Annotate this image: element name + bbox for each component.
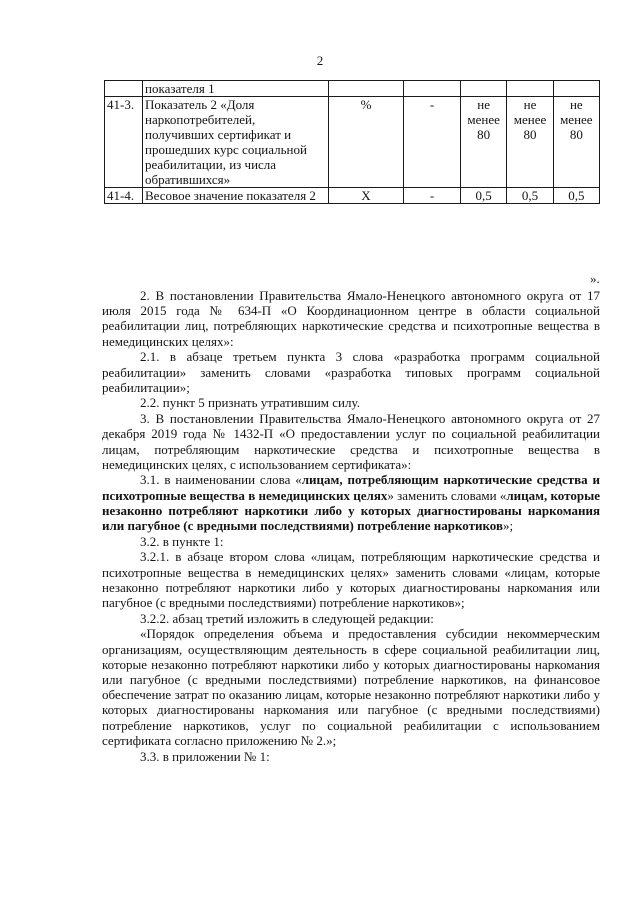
table-row (105, 97, 600, 188)
cell-value-3: не менее 80 (553, 97, 599, 188)
cell-value-2 (507, 81, 553, 97)
cell-name: Весовое значение показателя 2 (143, 188, 329, 204)
cell-base: - (404, 188, 461, 204)
paragraph-3-1 (102, 472, 600, 533)
cell-value-2: не менее 80 (507, 97, 553, 188)
cell-name: Показатель 2 «Доля наркопотребителей, получивших сертификат и прошедших курс социальной реабилитации, из числа обратившихся» (143, 97, 329, 188)
table-row (105, 81, 600, 97)
bold-old-wording: лицам, потребляющим наркотические средства и психотропные вещества в немедицинских целях (102, 472, 600, 503)
cell-num (105, 81, 143, 97)
cell-base: - (404, 97, 461, 188)
cell-value-2: 0,5 (507, 188, 553, 204)
indicator-table (104, 80, 600, 204)
paragraph-3-3: 3.3. в приложении № 1: (140, 748, 270, 764)
paragraph-3: 3. В постановлении Правительства Ямало-Ненецкого автономного округа от 27 декабря 2019 года № 1432-П «О предоставлении услуг по социальной реабилитации лицам, потребляющим наркотические средства и психотропные вещества в немедицинских целях, с использованием сертификата»: (102, 411, 600, 472)
cell-unit: X (329, 188, 404, 204)
table-row (105, 188, 600, 204)
text-run: » заменить словами « (387, 487, 507, 503)
paragraph-3-2: 3.2. в пункте 1: (140, 533, 224, 549)
cell-unit (329, 81, 404, 97)
paragraph-2-2: 2.2. пункт 5 признать утратившим силу. (140, 395, 360, 411)
paragraph-3-2-1: 3.2.1. в абзаце втором слова «лицам, потребляющим наркотические средства и психотропные вещества в немедицинских целях» заменить словами «лицам, которые незаконно потребляют наркотики либо у которых диагностированы наркомания или пагубное (с вредными последствиями) потребление наркотиков»; (102, 549, 600, 611)
cell-base (404, 81, 461, 97)
cell-value-3 (553, 81, 599, 97)
text-run: »; (502, 518, 514, 534)
paragraph-3-2-2: 3.2.2. абзац третий изложить в следующей редакции: (140, 610, 434, 626)
table-closing-quote: ». (590, 271, 600, 286)
cell-unit: % (329, 97, 404, 188)
cell-value-1 (461, 81, 507, 97)
cell-num: 41-4. (105, 188, 143, 204)
bold-new-wording: лицам, которые незаконно потребляют наркотики либо у которых диагностированы наркомания или пагубное (с вредными последствиями) потребление наркотиков (102, 487, 600, 534)
cell-num: 41-3. (105, 97, 143, 188)
cell-value-1: 0,5 (461, 188, 507, 204)
cell-value-1: не менее 80 (461, 97, 507, 188)
cell-name: показателя 1 (143, 81, 329, 97)
cell-value-3: 0,5 (553, 188, 599, 204)
paragraph-2: 2. В постановлении Правительства Ямало-Ненецкого автономного округа от 17 июля 2015 года № 634-П «О Координационном центре в области социальной реабилитации лиц, потребляющих наркотические средства и психотропные вещества в немедицинских целях»: (102, 288, 600, 349)
text-run: 3.1. в наименовании слова « (140, 472, 302, 488)
paragraph-2-1: 2.1. в абзаце третьем пункта 3 слова «разработка программ социальной реабилитации» заменить словами «разработка типовых программ социальной реабилитации»; (102, 349, 600, 395)
document-body (102, 288, 600, 764)
paragraph-quoted-text: «Порядок определения объема и предоставления субсидии некоммерческим организациям, осуществляющим деятельность в сфере социальной реабилитации лиц, которые незаконно потребляют наркотики либо у которых диагностированы наркомания или пагубное (с вредными последствиями) потребление наркотиков, на финансовое обеспечение затрат по оказанию лицам, которые незаконно потребляют наркотики либо у которых диагностированы наркомания или пагубное (с вредными последствиями) потребление наркотиков, услуг по социальной реабилитации с использованием сертификата согласно приложению № 2.»; (102, 626, 600, 748)
page-number: 2 (316, 53, 324, 68)
